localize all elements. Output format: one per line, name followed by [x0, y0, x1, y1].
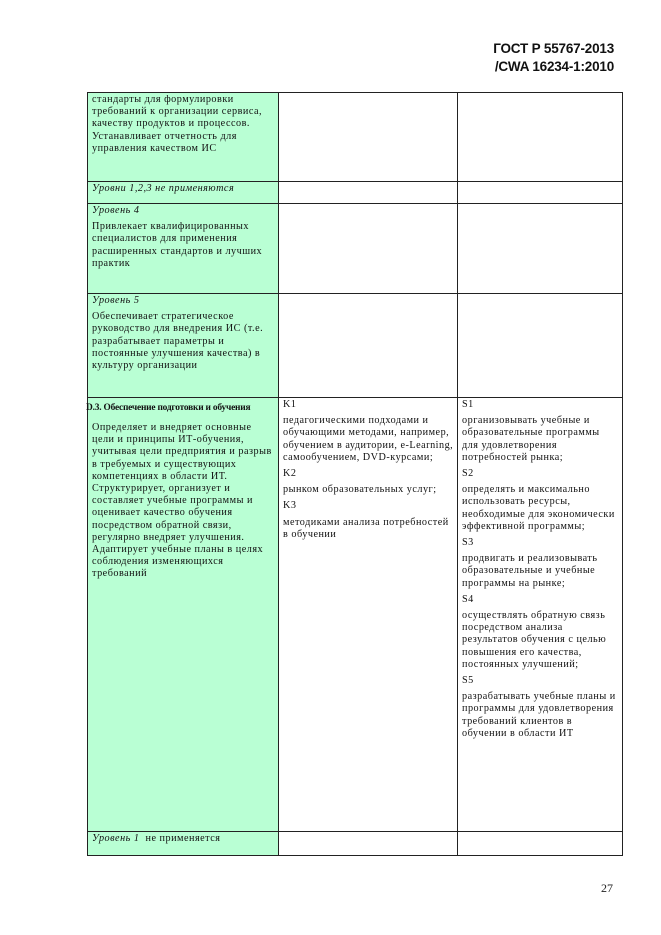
level-cell [88, 204, 279, 294]
level-text: не применяется [145, 833, 221, 844]
skill-code: S2 [462, 468, 474, 480]
knowledge-cell [279, 182, 458, 204]
skill-text: осуществлять обратную связь посредством анализа результатов обучения с целью повышения его качества, постоянных улучшений; [462, 610, 607, 670]
level-cell [88, 182, 279, 204]
skill-code: S3 [462, 537, 474, 549]
knowledge-cell [279, 204, 458, 294]
knowledge-code: K1 [283, 399, 297, 410]
knowledge-text: рынком образовательных услуг; [283, 484, 437, 496]
description-cell [88, 93, 279, 182]
description-text: стандарты для формулировки требований к организации сервиса, качеству продуктов и процессов. Устанавливает отчетность для управления качеством ИС [92, 94, 263, 154]
level-cell [88, 294, 279, 398]
skill-code: S5 [462, 675, 474, 687]
skills-cell [458, 182, 623, 204]
standard-code-cwa: /CWA 16234-1:2010 [494, 59, 614, 74]
knowledge-text: педагогическими подходами и обучающими методами, например, обучением в аудитории, e-Learning, самообучением, DVD-курсами; [283, 415, 454, 463]
skills-cell [458, 204, 623, 294]
skills-cell [458, 832, 623, 856]
knowledge-code: K3 [283, 500, 297, 512]
skill-text: организовывать учебные и образовательные программы для удовлетворения потребностей рынка; [462, 415, 600, 463]
level-text: Привлекает квалифицированных специалистов для применения расширенных стандартов и лучших практик [92, 221, 263, 269]
competence-cell [88, 398, 279, 832]
skill-text: определять и максимально использовать ресурсы, необходимые для экономически эффективной программы; [462, 484, 615, 532]
competence-table [87, 92, 623, 856]
competence-heading: D.3. Обеспечение подготовки и обучения [86, 403, 251, 413]
level-text: Обеспечивает стратегическое руководство для внедрения ИС (т.е. разрабатывает параметры и постоянные улучшения качества) в культуру организации [92, 311, 264, 372]
skills-cell [458, 398, 623, 832]
level-label: Уровень 1 [92, 833, 140, 844]
knowledge-cell [279, 294, 458, 398]
skill-code: S4 [462, 593, 474, 605]
competence-text: Определяет и внедряет основные цели и принципы ИТ-обучения, учитывая цели предприятия и разрыв в требуемых и существующих компетенциях в области ИТ. Структурирует, организует и составляет учебные программы и оценивает качество обучения посредством обратной связи, регулярно внедряет улучшения. Адаптирует учебные планы в целях соблюдения изменяющихся требований [92, 422, 272, 580]
level-cell [88, 832, 279, 856]
table-row [88, 294, 623, 398]
table-row [88, 398, 623, 832]
standard-code: ГОСТ Р 55767-2013 [493, 41, 614, 56]
skill-code: S1 [462, 399, 474, 410]
table-row [88, 204, 623, 294]
skills-cell [458, 93, 623, 182]
page-number: 27 [601, 881, 613, 895]
level-label: Уровень 5 [92, 295, 140, 306]
table-row [88, 182, 623, 204]
skill-text: продвигать и реализовывать образовательные и учебные программы на рынке; [462, 553, 598, 589]
knowledge-code: K2 [283, 468, 297, 480]
level-label: Уровень 4 [92, 205, 140, 216]
skill-text: разрабатывать учебные планы и программы для удовлетворения требований клиентов в обучении в области ИТ [462, 691, 616, 739]
knowledge-cell [279, 398, 458, 832]
table-row [88, 93, 623, 182]
knowledge-cell [279, 832, 458, 856]
level-note: Уровни 1,2,3 не применяются [92, 183, 235, 194]
table-row [88, 832, 623, 856]
skills-cell [458, 294, 623, 398]
knowledge-cell [279, 93, 458, 182]
document-header [493, 40, 614, 76]
knowledge-text: методиками анализа потребностей в обучении [283, 516, 449, 540]
